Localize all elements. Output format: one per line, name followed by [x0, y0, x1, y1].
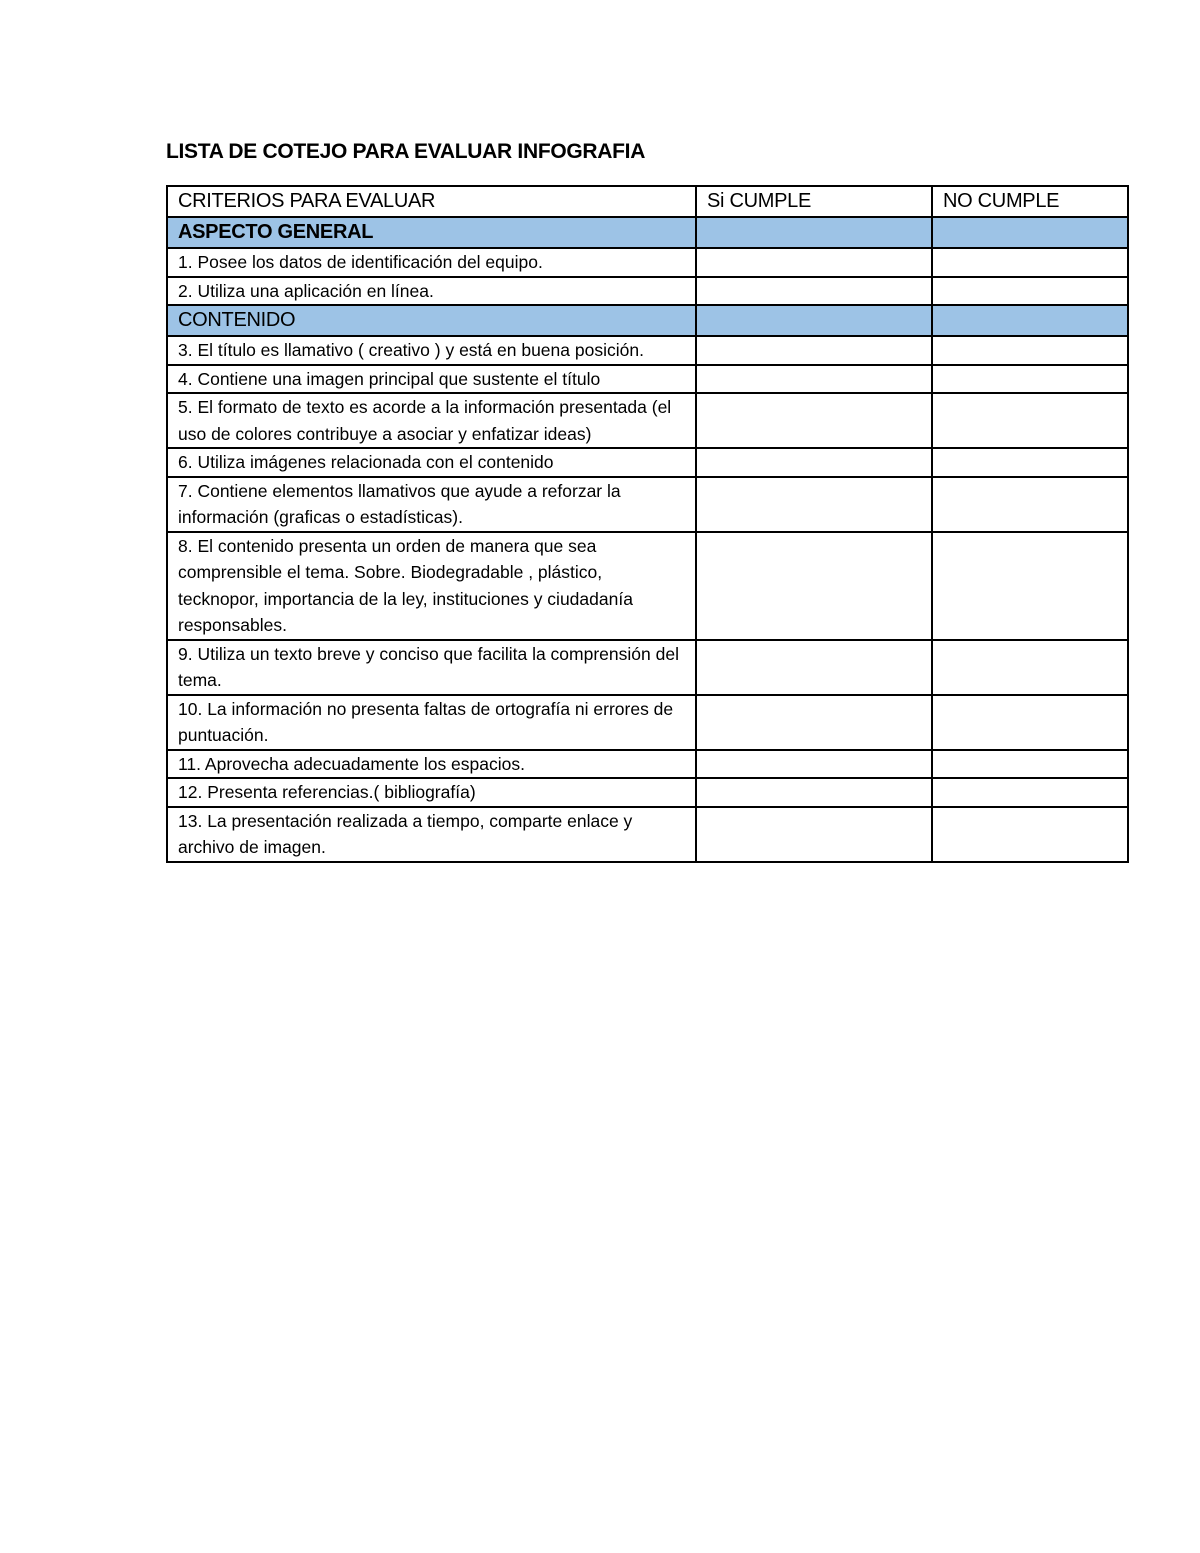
section-no-cell [932, 305, 1128, 336]
no-cumple-cell[interactable] [932, 477, 1128, 532]
header-no-cumple: NO CUMPLE [932, 186, 1128, 217]
header-si-cumple: Si CUMPLE [696, 186, 932, 217]
criterion-text: 13. La presentación realizada a tiempo, comparte enlace y archivo de imagen. [167, 807, 696, 862]
criterion-text: 4. Contiene una imagen principal que sustente el título [167, 365, 696, 394]
no-cumple-cell[interactable] [932, 640, 1128, 695]
no-cumple-cell[interactable] [932, 695, 1128, 750]
criterion-row [167, 750, 1128, 779]
criterion-text: 5. El formato de texto es acorde a la información presentada (el uso de colores contribuye a asociar y enfatizar ideas) [167, 393, 696, 448]
si-cumple-cell[interactable] [696, 807, 932, 862]
criterion-text: 9. Utiliza un texto breve y conciso que facilita la comprensión del tema. [167, 640, 696, 695]
no-cumple-cell[interactable] [932, 248, 1128, 277]
criterion-row [167, 695, 1128, 750]
criterion-text: 11. Aprovecha adecuadamente los espacios. [167, 750, 696, 779]
no-cumple-cell[interactable] [932, 277, 1128, 306]
no-cumple-cell[interactable] [932, 365, 1128, 394]
si-cumple-cell[interactable] [696, 448, 932, 477]
section-si-cell [696, 217, 932, 248]
criterion-text: 10. La información no presenta faltas de ortografía ni errores de puntuación. [167, 695, 696, 750]
si-cumple-cell[interactable] [696, 695, 932, 750]
section-no-cell [932, 217, 1128, 248]
si-cumple-cell[interactable] [696, 248, 932, 277]
si-cumple-cell[interactable] [696, 336, 932, 365]
si-cumple-cell[interactable] [696, 750, 932, 779]
no-cumple-cell[interactable] [932, 336, 1128, 365]
criterion-text: 12. Presenta referencias.( bibliografía) [167, 778, 696, 807]
si-cumple-cell[interactable] [696, 532, 932, 640]
checklist-body [167, 186, 1128, 862]
header-row [167, 186, 1128, 217]
no-cumple-cell[interactable] [932, 448, 1128, 477]
no-cumple-cell[interactable] [932, 532, 1128, 640]
criterion-row [167, 778, 1128, 807]
section-row [167, 217, 1128, 248]
no-cumple-cell[interactable] [932, 393, 1128, 448]
criterion-row [167, 277, 1128, 306]
criterion-text: 6. Utiliza imágenes relacionada con el contenido [167, 448, 696, 477]
criterion-text: 7. Contiene elementos llamativos que ayude a reforzar la información (graficas o estadísticas). [167, 477, 696, 532]
criterion-text: 8. El contenido presenta un orden de manera que sea comprensible el tema. Sobre. Biodegradable , plástico, tecknopor, importancia de la ley, instituciones y ciudadanía responsables. [167, 532, 696, 640]
header-criteria: CRITERIOS PARA EVALUAR [167, 186, 696, 217]
no-cumple-cell[interactable] [932, 750, 1128, 779]
checklist-table [166, 185, 1129, 863]
section-si-cell [696, 305, 932, 336]
si-cumple-cell[interactable] [696, 778, 932, 807]
si-cumple-cell[interactable] [696, 477, 932, 532]
si-cumple-cell[interactable] [696, 277, 932, 306]
criterion-row [167, 477, 1128, 532]
criterion-row [167, 532, 1128, 640]
no-cumple-cell[interactable] [932, 778, 1128, 807]
criterion-row [167, 448, 1128, 477]
criterion-row [167, 640, 1128, 695]
si-cumple-cell[interactable] [696, 365, 932, 394]
document-title: LISTA DE COTEJO PARA EVALUAR INFOGRAFIA [166, 140, 646, 163]
si-cumple-cell[interactable] [696, 393, 932, 448]
criterion-row [167, 336, 1128, 365]
criterion-text: 2. Utiliza una aplicación en línea. [167, 277, 696, 306]
criterion-text: 1. Posee los datos de identificación del equipo. [167, 248, 696, 277]
criterion-row [167, 365, 1128, 394]
criterion-row [167, 393, 1128, 448]
section-row [167, 305, 1128, 336]
no-cumple-cell[interactable] [932, 807, 1128, 862]
si-cumple-cell[interactable] [696, 640, 932, 695]
criterion-row [167, 248, 1128, 277]
criterion-row [167, 807, 1128, 862]
criterion-text: 3. El título es llamativo ( creativo ) y está en buena posición. [167, 336, 696, 365]
section-label: ASPECTO GENERAL [167, 217, 696, 248]
section-label: CONTENIDO [167, 305, 696, 336]
